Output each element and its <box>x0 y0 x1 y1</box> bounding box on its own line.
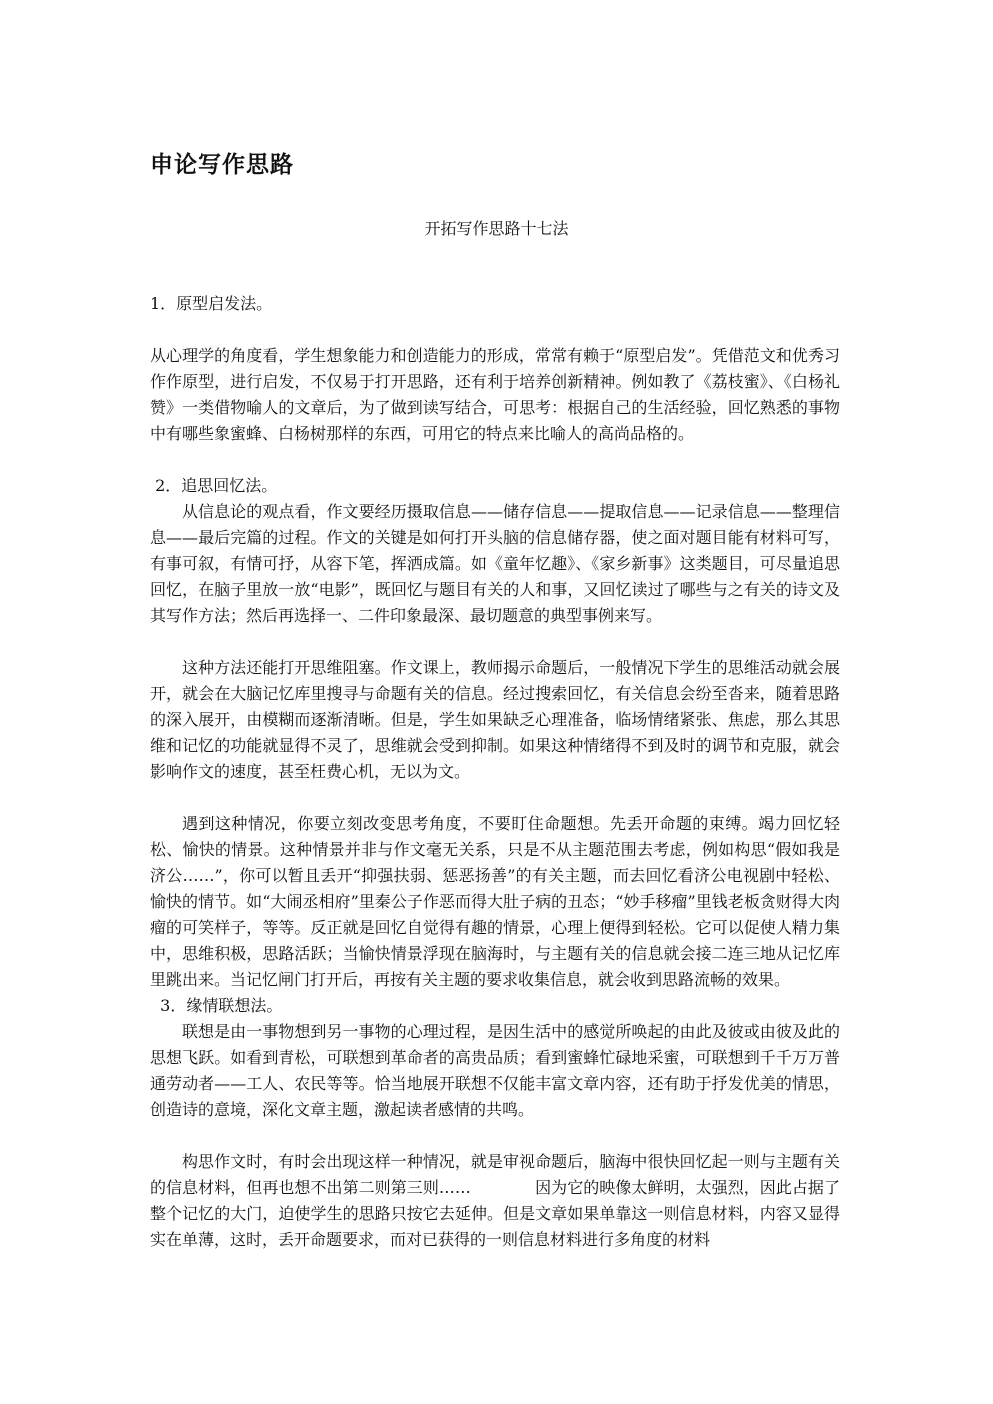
paragraph-gap <box>150 317 840 343</box>
paragraph-gap <box>150 1123 840 1149</box>
body-paragraph: 联想是由一事物想到另一事物的心理过程，是因生活中的感觉所唤起的由此及彼或由彼及此的思想飞跃。如看到青松，可联想到革命者的高贵品质；看到蜜蜂忙碌地采蜜，可联想到千千万万普通劳动者——工人、农民等等。恰当地展开联想不仅能丰富文章内容，还有助于抒发优美的情思，创造诗的意境，深化文章主题，激起读者感情的共鸣。 <box>150 1022 840 1119</box>
paragraph-gap <box>150 447 840 473</box>
section-heading: 1．原型启发法。 <box>150 294 273 313</box>
document-subtitle: 开拓写作思路十七法 <box>424 219 569 238</box>
body-paragraph: 从心理学的角度看，学生想象能力和创造能力的形成，常常有赖于“原型启发”。凭借范文和优秀习作作原型，进行启发，不仅易于打开思路，还有利于培养创新精神。例如教了《荔枝蜜》、《白杨礼赞》一类借物喻人的文章后，为了做到读写结合，可思考：根据自己的生活经验，回忆熟悉的事物中有哪些象蜜蜂、白杨树那样的东西，可用它的特点来比喻人的高尚品格的。 <box>150 346 840 443</box>
document-body <box>150 291 840 1253</box>
body-paragraph: 从信息论的观点看，作文要经历摄取信息——储存信息——提取信息——记录信息——整理信息——最后完篇的过程。作文的关键是如何打开头脑的信息储存器，使之面对题目能有材料可写，有事可叙，有情可抒，从容下笔，挥洒成篇。如《童年忆趣》、《家乡新事》这类题目，可尽量追思回忆，在脑子里放一放“电影”，既回忆与题目有关的人和事，又回忆读过了哪些与之有关的诗文及其写作方法；然后再选择一、二件印象最深、最切题意的典型事例来写。 <box>150 502 840 625</box>
paragraph-gap <box>150 785 840 811</box>
section-heading: 2．追思回忆法。 <box>150 476 278 495</box>
document-title: 申论写作思路 <box>150 152 294 178</box>
section-heading: 3．缘情联想法。 <box>150 996 283 1015</box>
body-paragraph: 这种方法还能打开思维阻塞。作文课上，教师揭示命题后，一般情况下学生的思维活动就会展开，就会在大脑记忆库里搜寻与命题有关的信息。经过搜索回忆，有关信息会纷至沓来，随着思路的深入展开，由模糊而逐渐清晰。但是，学生如果缺乏心理准备，临场情绪紧张、焦虑，那么其思维和记忆的功能就显得不灵了，思维就会受到抑制。如果这种情绪得不到及时的调节和克服，就会影响作文的速度，甚至枉费心机，无以为文。 <box>150 658 840 781</box>
body-paragraph: 遇到这种情况，你要立刻改变思考角度，不要盯住命题想。先丢开命题的束缚。竭力回忆轻松、愉快的情景。这种情景并非与作文毫无关系，只是不从主题范围去考虑，例如构思“假如我是济公……”，你可以暂且丢开“抑强扶弱、惩恶扬善”的有关主题，而去回忆看济公电视剧中轻松、愉快的情节。如“大闹丞相府”里秦公子作恶而得大肚子病的丑态；“妙手移瘤”里钱老板贪财得大肉瘤的可笑样子，等等。反正就是回忆自觉得有趣的情景，心理上便得到轻松。它可以促使人精力集中，思维积极，思路活跃；当愉快情景浮现在脑海时，与主题有关的信息就会接二连三地从记忆库里跳出来。当记忆闸门打开后，再按有关主题的要求收集信息，就会收到思路流畅的效果。 <box>150 814 840 989</box>
body-paragraph: 构思作文时，有时会出现这样一种情况，就是审视命题后，脑海中很快回忆起一则与主题有关的信息材料，但再也想不出第二则第三则…… 因为它的映像太鲜明，太强烈，因此占据了整个记忆的大门，迫使学生的思路只按它去延伸。但是文章如果单靠这一则信息材料，内容又显得实在单薄，这时，丢开命题要求，而对已获得的一则信息材料进行多角度的材料 <box>150 1152 840 1249</box>
paragraph-gap <box>150 629 840 655</box>
